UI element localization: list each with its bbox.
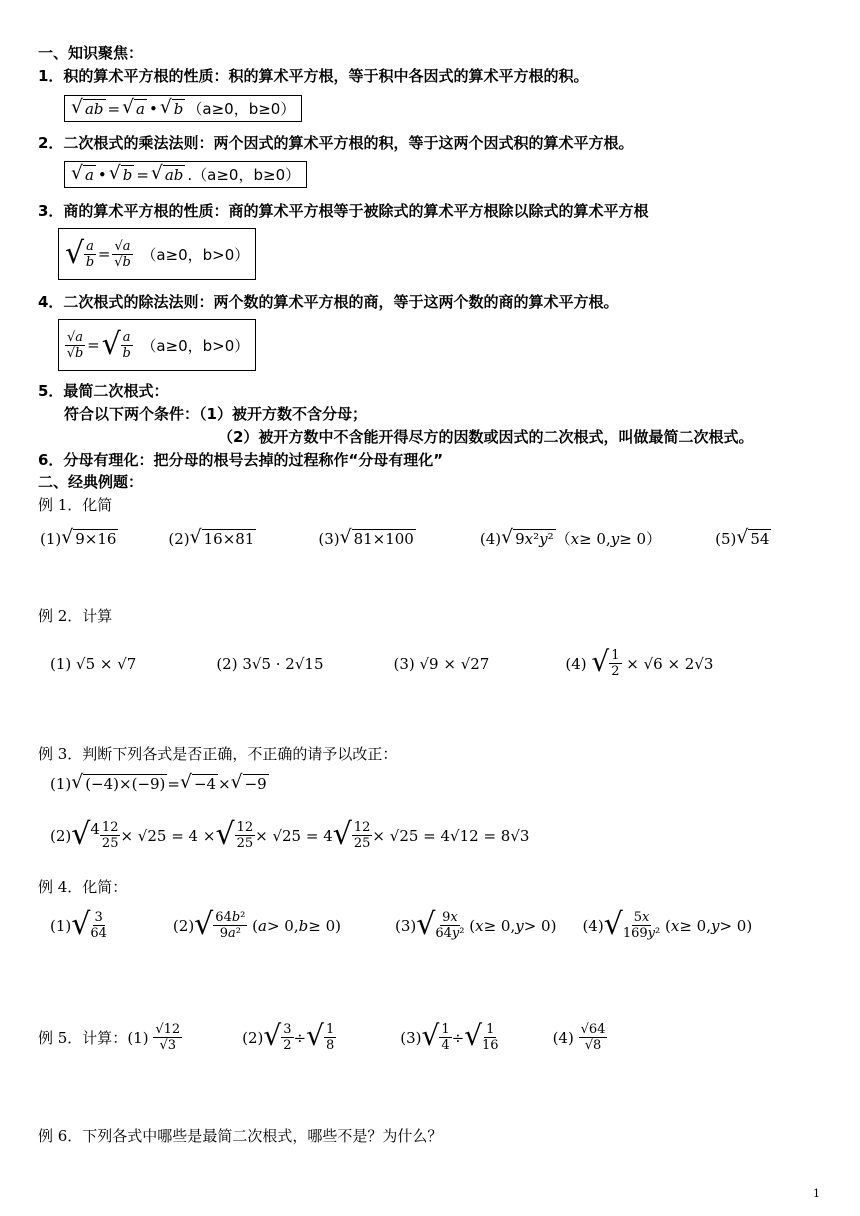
item-6: 6．分母有理化：把分母的根号去掉的过程称作“分母有理化” — [38, 451, 444, 469]
page-number: 1 — [813, 1187, 820, 1200]
item-3: 3．商的算术平方根的性质：商的算术平方根等于被除式的算术平方根除以除式的算术平方根 — [38, 202, 649, 220]
example-4-problems: (1) √ $\frac{3}{64}$ (2) √ $\frac{\text{64b²}}{\text{9a²}}$ ( a > 0, b ≥ 0) (3) √ $\frac{9x}{\text{64y²}}$ ( x ≥ 0, y > 0) (4) √ $\frac{5x}{\text{169y²}}$ ( x ≥ 0, y > 0) — [50, 907, 753, 942]
example-3-problem-2: (2) √ 4 $\frac{12}{25}$ × √25 = 4 × √ $\frac{12}{25}$ × √25 = 4 √ $\frac{12}{25}$ × √25 = 4√12 = 8√3 — [50, 817, 530, 852]
formula-2-condition: .（a≥0，b≥0） — [187, 166, 301, 184]
item-4: 4．二次根式的除法法则：两个数的算术平方根的商，等于这两个数的商的算术平方根。 — [38, 293, 619, 311]
item-5: 5．最简二次根式： — [38, 382, 169, 400]
section-examples-title: 二、经典例题： — [38, 473, 144, 491]
section-knowledge-title: 一、知识聚焦： — [38, 44, 144, 62]
formula-3-condition: （a≥0，b>0） — [141, 245, 250, 264]
example-3-problem-1: (1) √ (−4)×(−9) = √ −4 × √ −9 — [50, 772, 267, 793]
formula-box-2: √ a • √ b = √ ab .（a≥0，b≥0） — [64, 161, 307, 188]
example-2-title: 例 2．计算 — [38, 607, 113, 625]
formula-box-1: √ ab = √ a • √ b （a≥0，b≥0） — [64, 95, 302, 122]
formula-box-4: $\frac{√a}{√b}$ = √ $\frac{a}{b}$ （a≥0，b>0） — [58, 319, 256, 371]
item-2: 2．二次根式的乘法法则：两个因式的算术平方根的积，等于这两个因式积的算术平方根。 — [38, 134, 634, 152]
item-5-condition-2: （2）被开方数中不含能开得尽方的因数或因式的二次根式，叫做最简二次根式。 — [218, 428, 754, 446]
example-4-title: 例 4．化简： — [38, 878, 128, 896]
formula-1-condition: （a≥0，b≥0） — [187, 100, 296, 118]
item-5-condition-1: 符合以下两个条件：（1）被开方数不含分母； — [64, 405, 367, 423]
example-5-title: 例 5．计算： — [38, 1029, 128, 1047]
item-1: 1．积的算术平方根的性质：积的算术平方根，等于积中各因式的算术平方根的积。 — [38, 67, 589, 85]
example-1-title: 例 1．化简 — [38, 496, 113, 514]
example-2-problems: (1) √5 × √7 (2) 3√5 · 2√15 (3) √9 × √27 (4) √ $\frac{1}{2}$ × √6 × 2√3 — [50, 645, 714, 679]
formula-box-3: √ $\frac{a}{b}$ = $\frac{√a}{√b}$ （a≥0，b>0） — [58, 228, 256, 280]
formula-4-condition: （a≥0，b>0） — [141, 336, 250, 355]
example-6-title: 例 6．下列各式中哪些是最简二次根式，哪些不是？为什么？ — [38, 1127, 443, 1145]
example-1-problems: (1) √ 9×16 (2) √ 16×81 (3) √ 81×100 (4) √ 9x²y² （ x ≥ 0, y ≥ 0） (5) √ 54 — [40, 527, 770, 548]
example-3-title: 例 3．判断下列各式是否正确，不正确的请予以改正： — [38, 745, 398, 763]
example-5-row: 例 5．计算： (1) $\frac{√12}{√3}$ (2) √ $\frac{3}{2}$ ÷ √ $\frac{1}{8}$ (3) √ $\frac{1}{4}$ ÷ √ $\frac{1}{16}$ (4) $\frac{√64}{√8}$ — [38, 1019, 606, 1053]
